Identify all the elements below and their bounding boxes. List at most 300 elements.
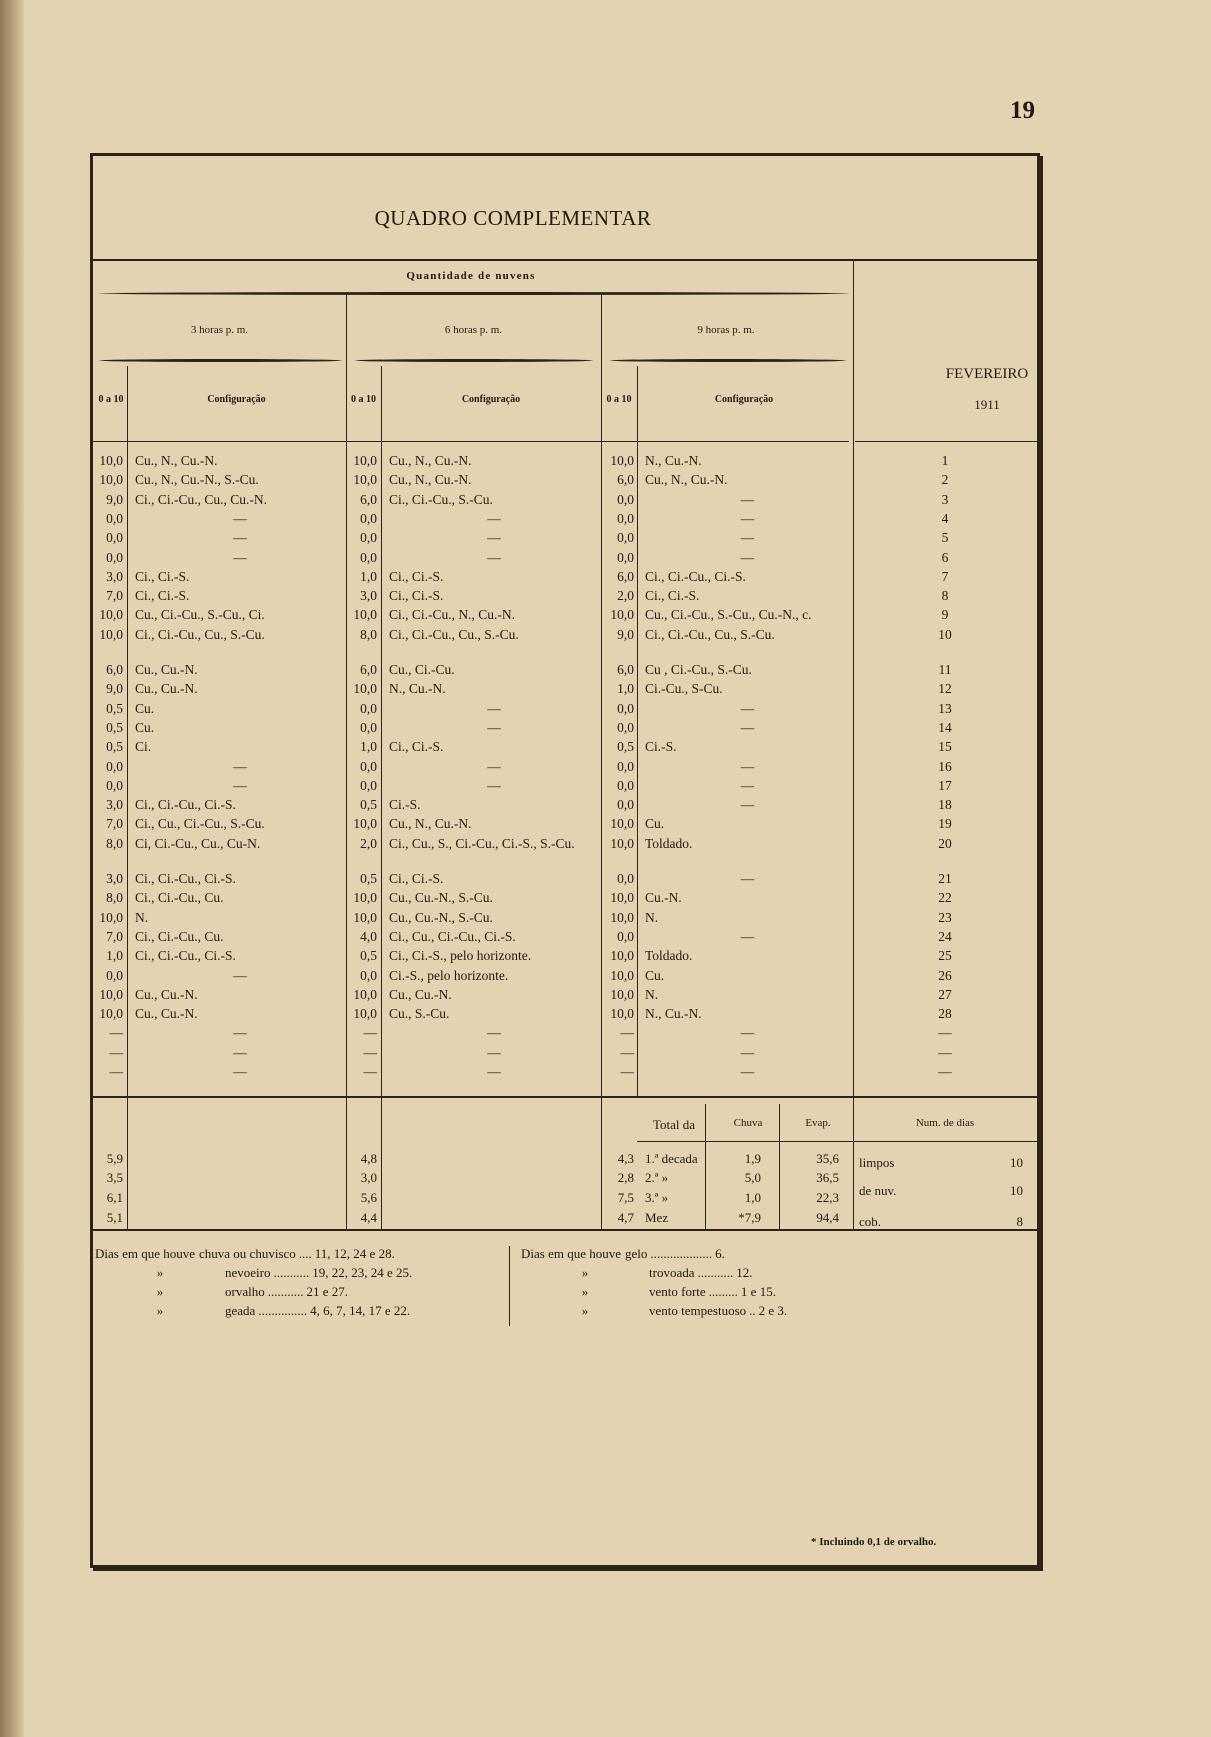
day-number: 25 — [938, 948, 952, 964]
mean-6pm: 5,6 — [360, 1190, 377, 1205]
day-number: 12 — [938, 681, 952, 697]
day-number: 13 — [938, 700, 952, 716]
cloud-6pm: 10,0 — [353, 453, 377, 468]
day-number: — — [938, 1025, 952, 1041]
cloud-6pm: 8,0 — [360, 626, 377, 642]
cloud-3pm: 0,5 — [106, 739, 123, 755]
config-3pm: Cu. — [135, 700, 155, 716]
config-9pm: Ci.-Cu., S-Cu. — [645, 681, 723, 697]
days-value: 8 — [1016, 1214, 1023, 1229]
table-row — [93, 607, 1037, 628]
days-value: 10 — [1010, 1183, 1023, 1198]
table-row — [93, 836, 1037, 857]
swash-rule — [355, 359, 593, 362]
cloud-9pm: 10,0 — [610, 835, 634, 851]
cloud-6pm: 1,0 — [360, 568, 377, 584]
rain-value: 1,9 — [744, 1151, 761, 1166]
note-prefix: Dias em que houve — [95, 1246, 196, 1261]
config-9pm: — — [740, 777, 755, 793]
mean-9pm: 4,7 — [617, 1210, 634, 1225]
day-number: 8 — [941, 588, 949, 604]
table-row — [93, 569, 1037, 590]
day-number: 7 — [941, 568, 949, 584]
cloud-6pm: 0,0 — [360, 719, 377, 735]
day-number: 11 — [938, 662, 952, 677]
table-row — [93, 797, 1037, 818]
weather-note-line — [95, 1265, 412, 1281]
mean-6pm: 4,8 — [360, 1151, 377, 1166]
cloud-3pm: 8,0 — [106, 890, 123, 906]
cloud-6pm: 10,0 — [353, 909, 377, 925]
cloud-3pm: 10,0 — [99, 626, 123, 642]
config-9pm: — — [740, 758, 755, 774]
config-label: Configuração — [207, 394, 266, 405]
phenomenon-label: chuva ou chuvisco — [199, 1246, 296, 1261]
day-number: — — [938, 1044, 952, 1060]
day-number: 2 — [941, 472, 949, 488]
config-9pm: Toldado. — [645, 948, 693, 964]
config-6pm: N., Cu.-N. — [389, 681, 446, 697]
config-3pm: Ci., Cu., Ci.-Cu., S.-Cu. — [135, 816, 265, 832]
cloud-6pm: 3,0 — [360, 588, 377, 604]
day-number: 28 — [938, 1006, 952, 1022]
config-3pm: Ci., Ci.-S. — [135, 588, 190, 604]
cloud-6pm: 10,0 — [353, 816, 377, 832]
day-number: 6 — [941, 549, 949, 565]
config-6pm: Cu., S.-Cu. — [389, 1006, 450, 1022]
config-6pm: Cu., Cu.-N. — [389, 986, 452, 1002]
period-label: 2.ª » — [645, 1170, 669, 1185]
cloud-9pm: 0,0 — [617, 797, 634, 813]
table-row — [93, 662, 1037, 683]
cloud-3pm: 0,0 — [106, 758, 123, 774]
evap-value: 94,4 — [816, 1210, 839, 1225]
config-9pm: Cu., N., Cu.-N. — [645, 472, 728, 488]
cloud-3pm: — — [109, 1064, 123, 1079]
table-row — [93, 929, 1037, 950]
config-9pm: Cu., Ci.-Cu., S.-Cu., Cu.-N., c. — [645, 607, 812, 623]
rule — [779, 1104, 780, 1229]
day-number: 18 — [938, 797, 952, 813]
config-9pm: N. — [645, 986, 659, 1002]
cloud-3pm: 7,0 — [106, 928, 123, 944]
day-number: 19 — [938, 816, 952, 832]
total-label: Total da — [652, 1117, 696, 1132]
mean-6pm: 4,4 — [360, 1210, 377, 1225]
phenomenon-label: orvalho — [225, 1284, 265, 1299]
days-list: 4, 6, 7, 14, 17 e 22. — [310, 1303, 411, 1318]
cloud-3pm: 10,0 — [99, 1006, 123, 1022]
config-6pm: — — [487, 510, 501, 526]
rule — [93, 441, 849, 442]
table-row — [93, 492, 1037, 513]
config-6pm: Ci., Ci.-S. — [389, 588, 444, 604]
rule — [637, 1141, 1037, 1142]
cloud-6pm: 0,0 — [360, 700, 377, 716]
config-9pm: Cu. — [645, 816, 665, 832]
config-6pm: Ci., Ci.-S. — [389, 871, 444, 886]
day-number: 3 — [941, 491, 949, 507]
days-list: 2 e 3. — [758, 1303, 788, 1318]
evap-value: 36,5 — [816, 1170, 839, 1185]
days-list: 12. — [736, 1265, 753, 1280]
table-row — [93, 910, 1037, 931]
cloud-6pm: 0,0 — [360, 967, 377, 983]
days-value: 10 — [1010, 1155, 1023, 1170]
days-list: 19, 22, 23, 24 e 25. — [312, 1265, 413, 1280]
config-6pm: Cu., N., Cu.-N. — [389, 453, 472, 468]
day-number: 24 — [938, 928, 952, 944]
cloud-3pm: 10,0 — [99, 909, 123, 925]
leader-dots: ......... — [708, 1284, 738, 1299]
config-3pm: Ci., Ci.-Cu., Ci.-S. — [135, 871, 236, 886]
cloud-3pm: 10,0 — [99, 472, 123, 488]
cloud-3pm: 10,0 — [99, 607, 123, 623]
mean-6pm: 3,0 — [360, 1170, 377, 1185]
rule — [855, 441, 1037, 442]
mean-9pm: 2,8 — [617, 1170, 634, 1185]
page-number: 19 — [1010, 97, 1035, 124]
book-spine — [0, 0, 24, 1737]
config-3pm: — — [233, 758, 247, 774]
config-6pm: Cu., N., Cu.-N. — [389, 816, 472, 832]
cloud-9pm: 2,0 — [617, 588, 634, 604]
table-row — [93, 453, 1037, 474]
config-9pm: Cu.-N. — [645, 890, 682, 906]
swash-rule — [99, 359, 342, 362]
config-3pm: Ci., Ci.-Cu., Cu., Cu.-N. — [135, 491, 268, 507]
cloud-9pm: 10,0 — [610, 607, 634, 623]
config-3pm: N. — [135, 909, 149, 925]
table-frame — [90, 153, 1040, 1568]
config-6pm: — — [487, 530, 501, 546]
cloud-6pm: — — [363, 1064, 377, 1079]
cloud-6pm: 10,0 — [353, 472, 377, 488]
config-6pm: Cu., Cu.-N., S.-Cu. — [389, 890, 493, 906]
cloud-9pm: 0,0 — [617, 928, 634, 944]
period-9pm: 9 horas p. m. — [697, 324, 755, 336]
cloud-3pm: 1,0 — [106, 948, 123, 964]
config-6pm: Ci., Ci.-S. — [389, 739, 444, 755]
ditto-mark: » — [156, 1303, 164, 1318]
cloud-6pm: 0,0 — [360, 510, 377, 526]
cloud-9pm: 0,0 — [617, 530, 634, 546]
config-9pm: Ci., Ci.-Cu., Cu., S.-Cu. — [645, 626, 775, 642]
cloud-3pm: 0,5 — [106, 719, 123, 735]
config-3pm: Cu. — [135, 719, 155, 735]
cloud-3pm: 3,0 — [106, 797, 123, 813]
config-6pm: — — [487, 1064, 501, 1079]
config-3pm: Ci., Ci.-Cu., Cu., S.-Cu. — [135, 626, 265, 642]
cloud-6pm: 10,0 — [353, 890, 377, 906]
table-row — [93, 1006, 1037, 1027]
config-9pm: — — [740, 928, 755, 944]
cloud-3pm: 8,0 — [106, 835, 123, 851]
config-6pm: — — [487, 719, 501, 735]
cloud-9pm: 0,0 — [617, 491, 634, 507]
leader-dots: .. — [749, 1303, 756, 1318]
config-3pm: — — [233, 530, 247, 546]
config-6pm: — — [487, 1025, 501, 1041]
phenomenon-label: vento forte — [649, 1284, 706, 1299]
cloud-6pm: 6,0 — [360, 662, 377, 677]
mean-9pm: 7,5 — [617, 1190, 634, 1205]
config-9pm: — — [740, 1064, 755, 1079]
page-title: QUADRO COMPLEMENTAR — [374, 206, 652, 230]
weather-note-line — [521, 1284, 776, 1300]
cloud-9pm: 0,5 — [617, 739, 634, 755]
config-3pm: Ci., Ci.-Cu., Ci.-S. — [135, 797, 236, 813]
config-9pm: — — [740, 871, 755, 886]
cloud-6pm: 0,0 — [360, 758, 377, 774]
cloud-9pm: — — [620, 1064, 634, 1079]
table-row — [93, 759, 1037, 780]
rain-value: *7,9 — [738, 1210, 761, 1225]
table-row — [93, 511, 1037, 532]
config-6pm: Cu., N., Cu.-N. — [389, 472, 472, 488]
cloud-9pm: 0,0 — [617, 758, 634, 774]
cloud-9pm: — — [620, 1025, 634, 1041]
rain-label: Chuva — [733, 1117, 763, 1129]
cloud-6pm: 4,0 — [360, 928, 377, 944]
config-9pm: N., Cu.-N. — [645, 453, 702, 468]
table-row — [93, 987, 1037, 1008]
period-6pm: 6 horas p. m. — [444, 324, 503, 336]
config-label: Configuração — [714, 394, 774, 405]
period-label: 1.ª decada — [645, 1151, 698, 1166]
weather-note-line — [95, 1246, 395, 1262]
cloud-9pm: 10,0 — [610, 453, 634, 468]
phenomenon-label: geada — [225, 1303, 256, 1318]
table-row — [93, 472, 1037, 493]
config-9pm: Ci.-S. — [645, 739, 677, 755]
day-number: 16 — [938, 758, 952, 774]
cloud-3pm: 0,0 — [106, 777, 123, 793]
period-3pm: 3 horas p. m. — [190, 324, 249, 336]
table-row — [93, 588, 1037, 609]
cloud-3pm: 9,0 — [106, 491, 123, 507]
config-3pm: — — [233, 1025, 247, 1041]
num-days-label: Num. de dias — [915, 1117, 975, 1129]
cloud-9pm: 10,0 — [610, 1006, 634, 1022]
cloud-6pm: 0,5 — [360, 797, 377, 813]
config-9pm: — — [740, 700, 755, 716]
evap-label: Evap. — [805, 1117, 831, 1129]
table-row — [93, 871, 1037, 892]
table-row — [93, 1025, 1037, 1046]
table-row — [93, 739, 1037, 760]
config-6pm: Ci.-S. — [389, 797, 421, 813]
config-9pm: N. — [645, 909, 659, 925]
day-number: 15 — [938, 739, 952, 755]
cloud-3pm: 3,0 — [106, 568, 123, 584]
cloud-9pm: 9,0 — [617, 626, 634, 642]
config-9pm: Ci., Ci.-S. — [645, 588, 700, 604]
config-6pm: Ci., Ci.-Cu., S.-Cu. — [389, 491, 493, 507]
config-3pm: Cu., Cu.-N. — [135, 662, 198, 677]
mean-3pm: 5,9 — [106, 1151, 123, 1166]
leader-dots: ............... — [258, 1303, 308, 1318]
cloud-3pm: 6,0 — [106, 662, 123, 677]
config-6pm: — — [487, 758, 501, 774]
cloud-6pm: 6,0 — [360, 491, 377, 507]
leader-dots: .... — [298, 1246, 312, 1261]
scale-label: 0 a 10 — [98, 394, 124, 405]
table-row — [93, 550, 1037, 571]
table-row — [93, 968, 1037, 989]
cloud-3pm: — — [109, 1025, 123, 1041]
config-9pm: Cu , Ci.-Cu., S.-Cu. — [645, 662, 752, 677]
cloud-9pm: 0,0 — [617, 700, 634, 716]
cloud-3pm: 9,0 — [106, 681, 123, 697]
cloud-9pm: 0,0 — [617, 510, 634, 526]
cloud-3pm: 10,0 — [99, 986, 123, 1002]
config-6pm: Ci., Ci.-Cu., N., Cu.-N. — [389, 607, 516, 623]
day-number: 26 — [938, 967, 952, 983]
table-row — [93, 701, 1037, 722]
cloud-6pm: 0,5 — [360, 871, 377, 886]
day-number: 20 — [938, 835, 952, 851]
weather-note-line — [521, 1265, 752, 1281]
evap-value: 22,3 — [816, 1190, 839, 1205]
weather-note-line — [521, 1246, 725, 1262]
cloud-9pm: 6,0 — [617, 472, 634, 488]
footnote: * Incluindo 0,1 de orvalho. — [811, 1536, 937, 1548]
cloud-6pm: 10,0 — [353, 681, 377, 697]
day-number: 4 — [941, 510, 949, 526]
cloud-3pm: 0,0 — [106, 510, 123, 526]
config-9pm: N., Cu.-N. — [645, 1006, 702, 1022]
config-3pm: Ci., Ci.-Cu., Cu. — [135, 928, 224, 944]
table-row — [93, 1045, 1037, 1066]
scale-label: 0 a 10 — [351, 394, 376, 405]
cloud-6pm: 0,0 — [360, 549, 377, 565]
config-3pm: Ci. — [135, 739, 152, 755]
month-label: FEVEREIRO — [945, 366, 1029, 382]
leader-dots: ........... — [273, 1265, 310, 1280]
config-6pm: Cu., Cu.-N., S.-Cu. — [389, 909, 493, 925]
days-label: de nuv. — [859, 1183, 897, 1198]
evap-value: 35,6 — [816, 1151, 839, 1166]
day-number: 1 — [941, 453, 949, 468]
cloud-3pm: 3,0 — [106, 871, 123, 886]
period-label: Mez — [645, 1210, 669, 1225]
config-3pm: Ci, Ci.-Cu., Cu., Cu-N. — [135, 835, 261, 851]
cloud-3pm: 0,0 — [106, 967, 123, 983]
rule — [93, 259, 1037, 261]
config-3pm: Ci., Ci.-S. — [135, 568, 190, 584]
config-3pm: — — [233, 549, 247, 565]
scale-label: 0 a 10 — [606, 394, 632, 405]
cloud-9pm: 0,0 — [617, 777, 634, 793]
cloud-9pm: 0,0 — [617, 719, 634, 735]
ditto-mark: » — [156, 1265, 164, 1280]
config-3pm: Ci., Ci.-Cu., Ci.-S. — [135, 948, 236, 964]
table-row — [93, 948, 1037, 969]
period-label: 3.ª » — [645, 1190, 669, 1205]
cloud-9pm: 10,0 — [610, 890, 634, 906]
config-9pm: — — [740, 549, 755, 565]
phenomenon-label: trovoada — [649, 1265, 695, 1280]
cloud-9pm: 1,0 — [617, 681, 634, 697]
cloud-3pm: 7,0 — [106, 816, 123, 832]
day-number: 5 — [941, 530, 949, 546]
rule — [93, 1096, 1037, 1098]
cloud-9pm: 0,0 — [617, 871, 634, 886]
mean-3pm: 6,1 — [106, 1190, 123, 1205]
config-9pm: — — [740, 1044, 755, 1060]
cloud-6pm: — — [363, 1025, 377, 1041]
rain-value: 1,0 — [744, 1190, 761, 1205]
ditto-mark: » — [156, 1284, 164, 1299]
config-3pm: Cu., N., Cu.-N., S.-Cu. — [135, 472, 259, 488]
day-number: 21 — [938, 871, 952, 886]
config-9pm: Cu. — [645, 967, 665, 983]
cloud-6pm: 0,5 — [360, 948, 377, 964]
mean-3pm: 5,1 — [106, 1210, 123, 1225]
cloud-6pm: 0,0 — [360, 777, 377, 793]
day-number: 23 — [938, 909, 952, 925]
config-3pm: Cu., Cu.-N. — [135, 1006, 198, 1022]
year-label: 1911 — [974, 397, 1000, 412]
cloud-9pm: 10,0 — [610, 967, 634, 983]
config-6pm: Ci., Ci.-Cu., Cu., S.-Cu. — [389, 626, 519, 642]
day-number: 27 — [938, 986, 952, 1002]
table-row — [93, 890, 1037, 911]
cloud-3pm: 0,0 — [106, 530, 123, 546]
day-number: 17 — [938, 777, 952, 793]
weather-note-line — [95, 1284, 348, 1300]
phenomenon-label: gelo — [625, 1246, 648, 1261]
config-6pm: Ci., Cu., S., Ci.-Cu., Ci.-S., S.-Cu. — [389, 835, 575, 851]
days-list: 11, 12, 24 e 28. — [314, 1246, 395, 1261]
leader-dots: ........... — [267, 1284, 304, 1299]
config-9pm: — — [740, 510, 755, 526]
config-3pm: Cu., N., Cu.-N. — [135, 453, 218, 468]
day-number: 14 — [938, 719, 952, 735]
swash-rule — [99, 292, 849, 295]
note-prefix: Dias em que houve — [521, 1246, 622, 1261]
config-3pm: — — [233, 1064, 247, 1079]
config-6pm: — — [487, 1044, 501, 1060]
day-number: 10 — [938, 626, 952, 642]
group-title: Quantidade de nuvens — [406, 270, 536, 282]
config-3pm: Cu., Cu.-N. — [135, 986, 198, 1002]
config-9pm: — — [740, 1025, 755, 1041]
days-list: 6. — [715, 1246, 725, 1261]
weather-note-line — [521, 1303, 787, 1319]
rule — [705, 1104, 706, 1229]
weather-note-line — [95, 1303, 410, 1319]
cloud-9pm: 10,0 — [610, 948, 634, 964]
config-3pm: Cu., Cu.-N. — [135, 681, 198, 697]
cloud-9pm: 0,0 — [617, 549, 634, 565]
cloud-9pm: 10,0 — [610, 816, 634, 832]
config-9pm: — — [740, 530, 755, 546]
cloud-9pm: — — [620, 1044, 634, 1060]
leader-dots: ........... — [697, 1265, 734, 1280]
cloud-6pm: 1,0 — [360, 739, 377, 755]
cloud-3pm: 0,0 — [106, 549, 123, 565]
days-label: limpos — [859, 1155, 895, 1170]
days-list: 21 e 27. — [306, 1284, 348, 1299]
config-6pm: — — [487, 700, 501, 716]
mean-9pm: 4,3 — [617, 1151, 634, 1166]
cloud-6pm: 10,0 — [353, 1006, 377, 1022]
cloud-3pm: 7,0 — [106, 588, 123, 604]
config-3pm: — — [233, 967, 247, 983]
cloud-9pm: 10,0 — [610, 986, 634, 1002]
